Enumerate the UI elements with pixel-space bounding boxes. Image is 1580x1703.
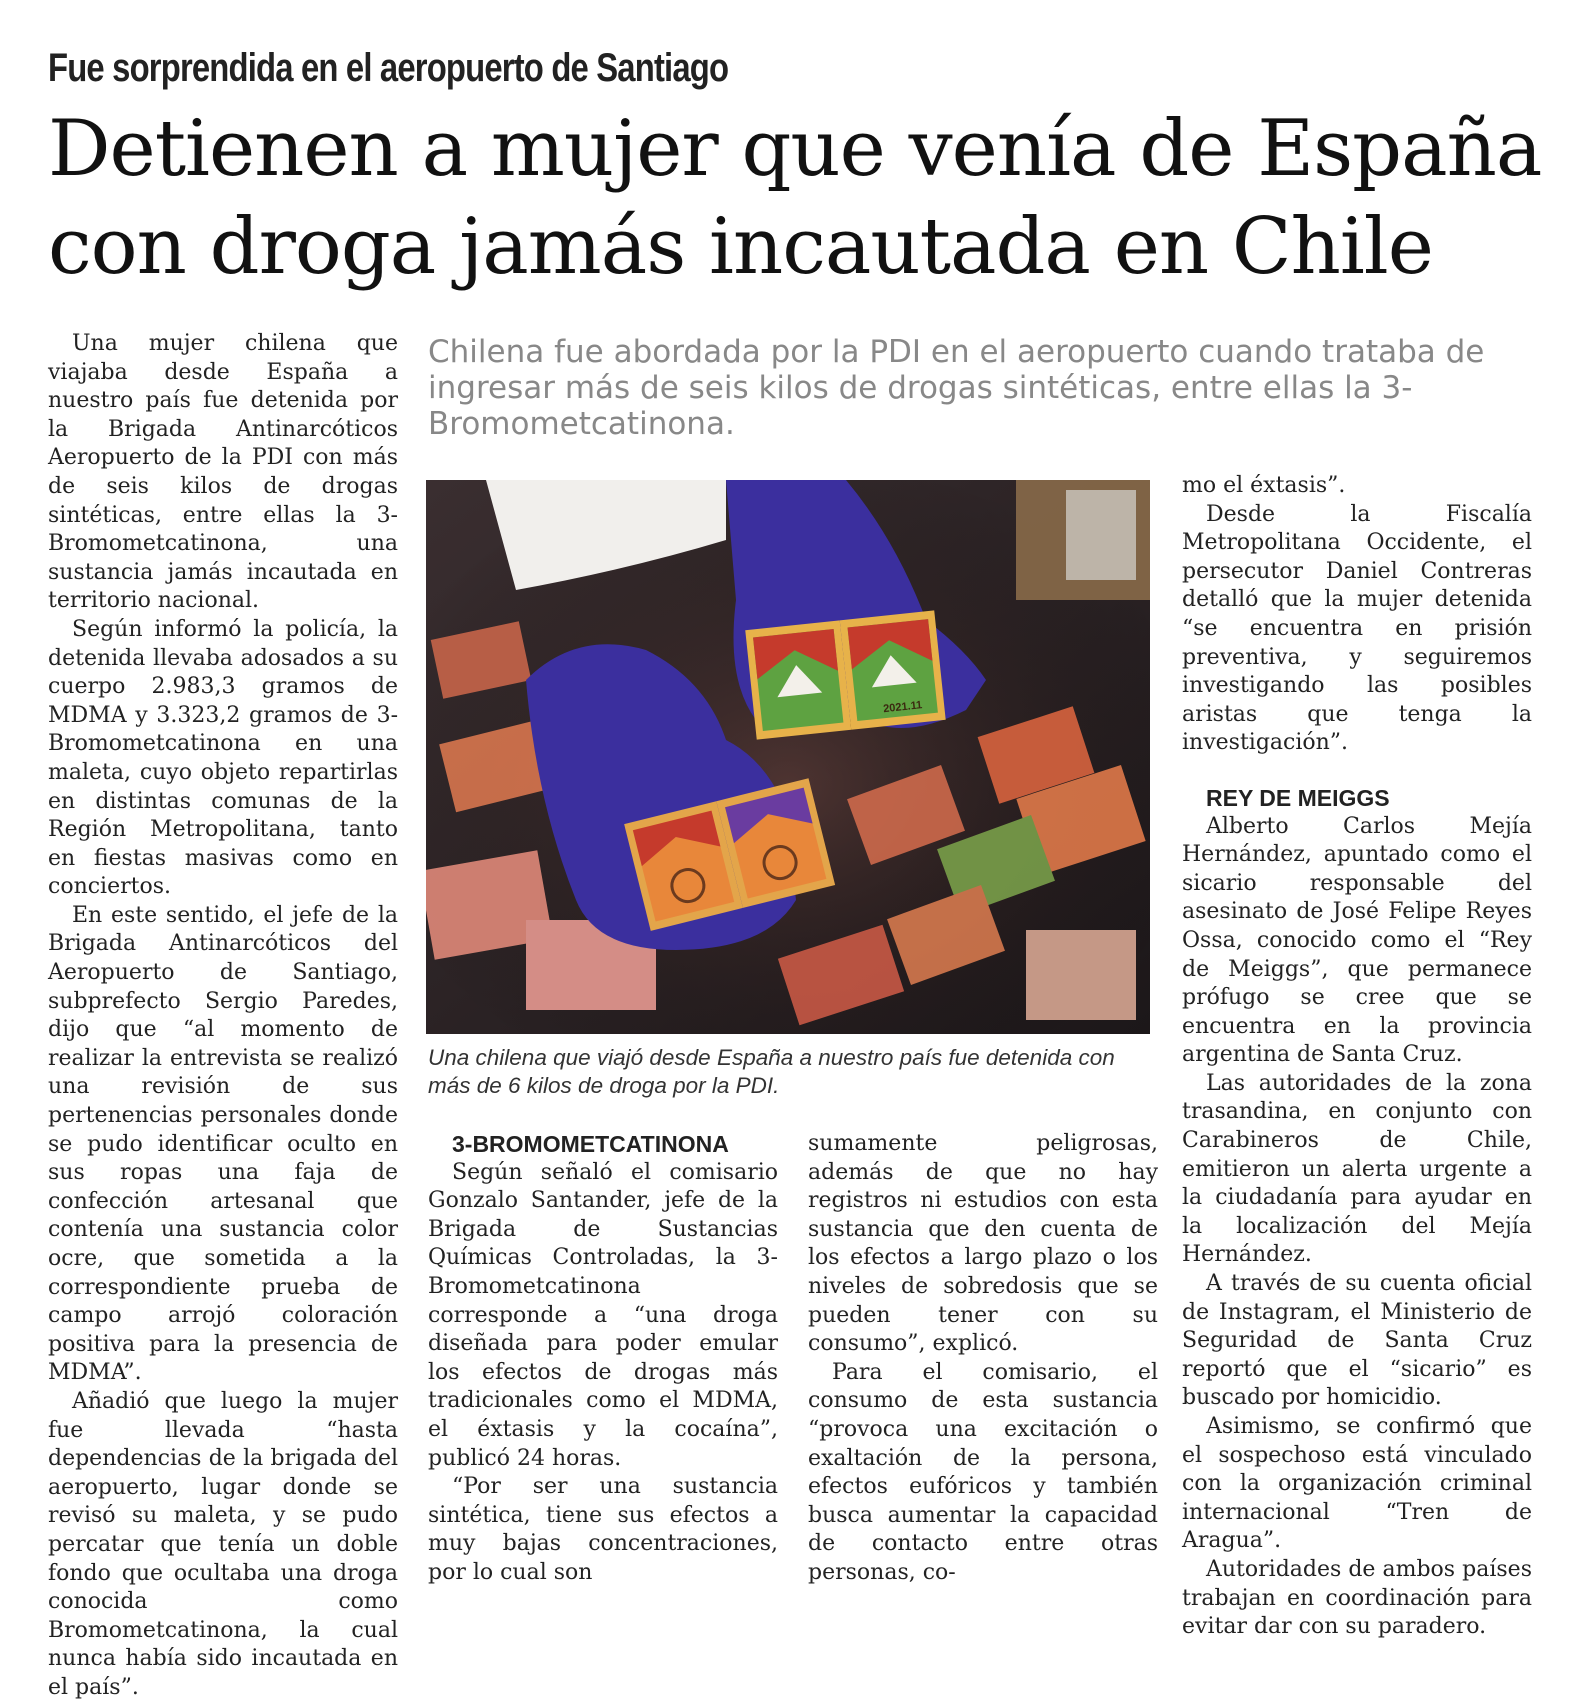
paragraph-10: Las autoridades de la zona trasandina, en conjunto con Carabineros de Chile, emitieron un alerta urgente a la ciudadanía para ayudar en la localización del Mejía Hernández. <box>1182 1070 1532 1268</box>
paragraph-3: En este sentido, el jefe de la Brigada Antinarcóticos del Aeropuerto de Santiago, subprefecto Sergio Paredes, dijo que “al momento de realizar la entrevista se realizó una revisión de sus pertenencias personales donde se pudo identificar oculto en sus ropas una faja de confección artesanal que contenía una sustancia color ocre, que sometida a la correspondiente prueba de campo arrojó coloración positiva para la presencia de MDMA”. <box>48 902 398 1386</box>
photo-caption: Una chilena que viajó desde España a nuestro país fue detenida con más de 6 kilos de droga por la PDI. <box>428 1045 1115 1098</box>
kicker: Fue sorprendida en el aeropuerto de Santiago <box>48 46 729 90</box>
paragraph-13: Autoridades de ambos países trabajan en coordinación para evitar dar con su paradero. <box>1182 1556 1532 1640</box>
paragraph-4: Añadió que luego la mujer fue llevada “hasta dependencias de la brigada del aeropuerto, lugar donde se revisó su maleta, y se pudo percatar que tenía un doble fondo que ocultaba una droga conocida como Bromometcatinona, la cual nunca había sido incautada en el país”. <box>48 1388 398 1700</box>
headline-line-2: con droga jamás incautada en Chile <box>48 202 1433 292</box>
photo-illustration <box>426 480 1150 1034</box>
paragraph-6-part-1: “Por ser una sustancia sintética, tiene sus efectos a muy bajas concentraciones, por lo cual son <box>428 1474 778 1585</box>
headline <box>48 100 1548 296</box>
paragraph-1: Una mujer chilena que viajaba desde España a nuestro país fue detenida por la Brigada Antinarcóticos Aeropuerto de la PDI con más de seis kilos de drogas sintéticas, entre ellas la 3-Bromometcatinona, una sustancia jamás incautada en territorio nacional. <box>48 331 398 614</box>
column-4 <box>1182 472 1532 1642</box>
headline-line-1: Detienen a mujer que venía de España <box>48 104 1542 194</box>
paragraph-6-part-2: sumamente peligrosas, además de que no hay registros ni estudios con esta sustancia que den cuenta de los efectos a largo plazo o los niveles de sobredosis que se pueden tener con su consumo”, explicó. <box>808 1131 1158 1357</box>
paragraph-11: A través de su cuenta oficial de Instagram, el Ministerio de Seguridad de Santa Cruz reportó que el “sicario” es buscado por homicidio. <box>1182 1271 1532 1411</box>
subhead-3-bromometcatinona: 3-BROMOMETCATINONA <box>452 1131 729 1157</box>
paragraph-5: Según señaló el comisario Gonzalo Santander, jefe de la Brigada de Sustancias Químicas Controladas, la 3-Bromometcatinona corresponde a “una droga diseñada para poder emular los efectos de drogas más tradicionales como el MDMA, el éxtasis y la cocaína”, publicó 24 horas. <box>428 1159 778 1471</box>
paragraph-12: Asimismo, se confirmó que el sospechoso está vinculado con la organización criminal internacional “Tren de Aragua”. <box>1182 1414 1532 1554</box>
column-3 <box>808 1130 1158 1588</box>
paragraph-7-part-2: mo el éxtasis”. <box>1182 473 1346 498</box>
subhead-rey-de-meiggs: REY DE MEIGGS <box>1206 784 1390 811</box>
column-1 <box>48 330 398 1703</box>
paragraph-9: Alberto Carlos Mejía Hernández, apuntado como el sicario responsable del asesinato de José Felipe Reyes Ossa, conocido como el “Rey de Meiggs”, que permanece prófugo se cree que se encuentra en la provincia argentina de Santa Cruz. <box>1182 813 1532 1068</box>
column-2 <box>428 1130 778 1588</box>
news-photo <box>426 480 1150 1034</box>
stamp-label: 2021.11 <box>882 699 923 716</box>
deck: Chilena fue abordada por la PDI en el aeropuerto cuando trataba de ingresar más de seis kilos de drogas sintéticas, entre ellas la 3-Bromometcatinona. <box>428 334 1485 442</box>
paragraph-7-part-1: Para el comisario, el consumo de esta sustancia “provoca una excitación o exaltación de la persona, efectos eufóricos y también busca aumentar la capacidad de contacto entre otras personas, co- <box>808 1359 1158 1585</box>
paragraph-2: Según informó la policía, la detenida llevaba adosados a su cuerpo 2.983,3 gramos de MDMA y 3.323,2 gramos de 3-Bromometcatinona en una maleta, cuyo objeto repartirlas en distintas comunas de la Región Metropolitana, tanto en fiestas masivas como en conciertos. <box>48 616 398 900</box>
paragraph-8: Desde la Fiscalía Metropolitana Occidente, el persecutor Daniel Contreras detalló que la mujer detenida “se encuentra en prisión preventiva, y seguiremos investigando las posibles aristas que tenga la investigación”. <box>1182 501 1532 756</box>
